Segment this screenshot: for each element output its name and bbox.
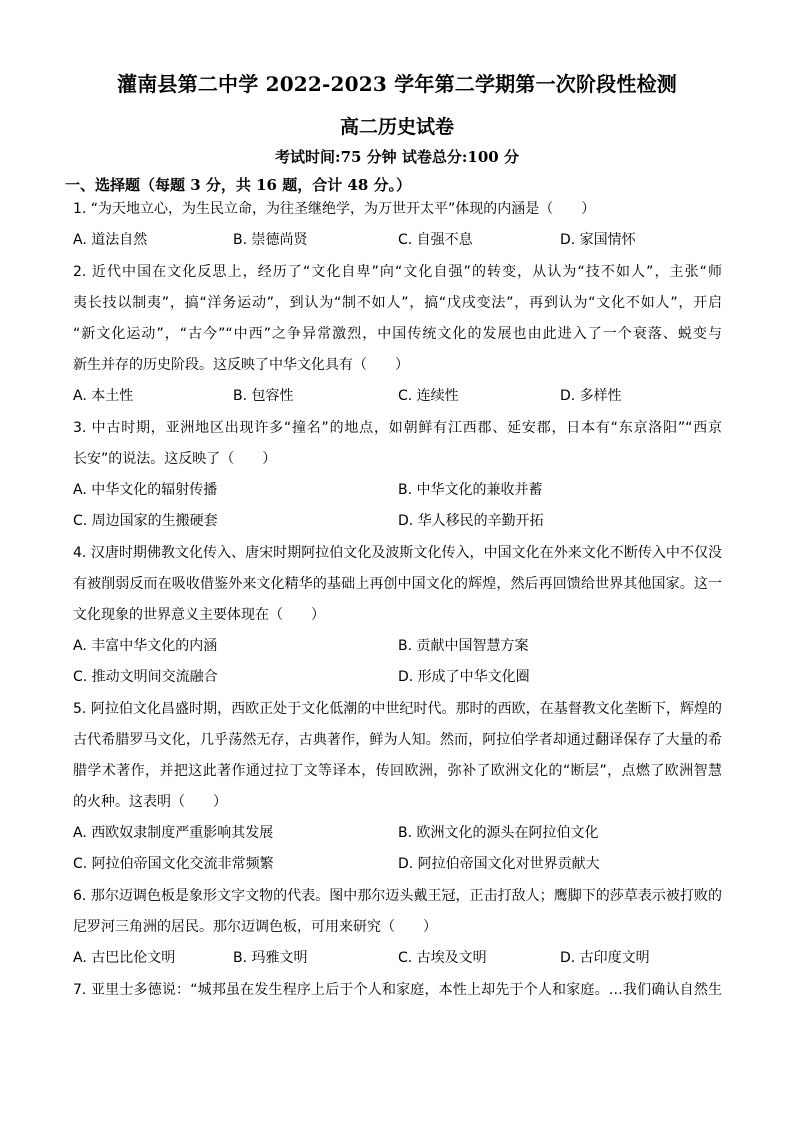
question-4-option-b: B. 贡献中国智慧方案 [398, 638, 529, 654]
question-2-line-1: 2. 近代中国在文化反思上，经历了“文化自卑”向“文化自强”的转变，从认为“技不如人”，主张“师 [73, 264, 722, 280]
question-4-option-d: D. 形成了中华文化圈 [398, 669, 530, 685]
question-4-line-2: 有被削弱反而在吸收借鉴外来文化精华的基础上再创中国文化的辉煌，然后再回馈给世界其他国家。这一 [73, 576, 722, 592]
exam-subtitle: 高二历史试卷 [339, 116, 454, 138]
question-2-line-3: “新文化运动”，“古今”“中西”之争异常激烈，中国传统文化的发展也由此进入了一个衰落、蜕变与 [73, 326, 722, 342]
question-7-line-1: 7. 亚里士多德说：“城邦虽在发生程序上后于个人和家庭，本性上却先于个人和家庭。…我们确认自然生 [73, 982, 722, 998]
exam-title: 灌南县第二中学 2022-2023 学年第二学期第一次阶段性检测 [117, 72, 677, 96]
question-6-option-a: A. 古巴比伦文明 [73, 950, 176, 966]
question-2-option-d: D. 多样性 [560, 388, 622, 404]
question-5-line-2: 古代希腊罗马文化，几乎荡然无存，古典著作，鲜为人知。然而，阿拉伯学者却通过翻译保存了大量的希 [73, 732, 722, 748]
question-3-option-d: D. 华人移民的辛勤开拓 [398, 513, 544, 529]
question-2-option-b: B. 包容性 [233, 388, 294, 404]
question-1-option-c: C. 自强不息 [398, 232, 473, 248]
question-4-option-a: A. 丰富中华文化的内涵 [73, 638, 218, 654]
question-6-option-b: B. 玛雅文明 [233, 950, 308, 966]
question-4-line-1: 4. 汉唐时期佛教文化传入、唐宋时期阿拉伯文化及波斯文化传入，中国文化在外来文化不断传入中不仅没 [73, 545, 722, 561]
question-1-option-b: B. 崇德尚贤 [233, 232, 308, 248]
question-2-option-c: C. 连续性 [398, 388, 459, 404]
question-2-option-a: A. 本土性 [73, 388, 134, 404]
question-5-option-a: A. 西欧奴隶制度严重影响其发展 [73, 825, 274, 841]
question-3-option-c: C. 周边国家的生搬硬套 [73, 513, 218, 529]
question-6-option-c: C. 古埃及文明 [398, 950, 487, 966]
question-4-option-c: C. 推动文明间交流融合 [73, 669, 218, 685]
question-5-option-d: D. 阿拉伯帝国文化对世界贡献大 [398, 856, 600, 872]
question-5-option-c: C. 阿拉伯帝国文化交流非常频繁 [73, 856, 274, 872]
exam-info: 考试时间:75 分钟 试卷总分:100 分 [275, 148, 519, 166]
question-5-option-b: B. 欧洲文化的源头在阿拉伯文化 [398, 825, 599, 841]
question-6-option-d: D. 古印度文明 [560, 950, 650, 966]
question-6-line-2: 尼罗河三角洲的居民。那尔迈调色板，可用来研究（ ） [73, 919, 437, 935]
question-3-option-a: A. 中华文化的辐射传播 [73, 482, 218, 498]
question-3-line-1: 3. 中古时期，亚洲地区出现许多“撞名”的地点，如朝鲜有江西郡、延安郡，日本有“东京洛阳”“西京 [73, 420, 722, 436]
question-1-option-d: D. 家国情怀 [560, 232, 636, 248]
question-2-line-4: 新生并存的历史阶段。这反映了中华文化具有（ ） [73, 357, 409, 373]
question-5-line-4: 的火种。这表明（ ） [73, 794, 227, 810]
question-3-line-2: 长安”的说法。这反映了（ ） [73, 451, 277, 467]
question-5-line-1: 5. 阿拉伯文化昌盛时期，西欧正处于文化低潮的中世纪时代。那时的西欧，在基督教文化垄断下，辉煌的 [73, 701, 722, 717]
section-heading: 一、选择题（每题 3 分，共 16 题，合计 48 分。） [65, 176, 412, 194]
question-1-line-1: 1. “为天地立心，为生民立命，为往圣继绝学，为万世开太平”体现的内涵是（ ） [73, 201, 596, 217]
question-3-option-b: B. 中华文化的兼收并蓄 [398, 482, 543, 498]
question-2-line-2: 夷长技以制夷”，搞“洋务运动”，到认为“制不如人”，搞“戊戌变法”，再到认为“文化不如人”，开启 [73, 295, 722, 311]
question-6-line-1: 6. 那尔迈调色板是象形文字文物的代表。图中那尔迈头戴王冠，正击打敌人；鹰脚下的莎草表示被打败的 [73, 888, 722, 904]
question-4-line-3: 文化现象的世界意义主要体现在（ ） [73, 607, 325, 623]
question-1-option-a: A. 道法自然 [73, 232, 148, 248]
question-5-line-3: 腊学术著作，并把这此著作通过拉丁文等译本，传回欧洲，弥补了欧洲文化的“断层”，点燃了欧洲智慧 [73, 763, 722, 779]
